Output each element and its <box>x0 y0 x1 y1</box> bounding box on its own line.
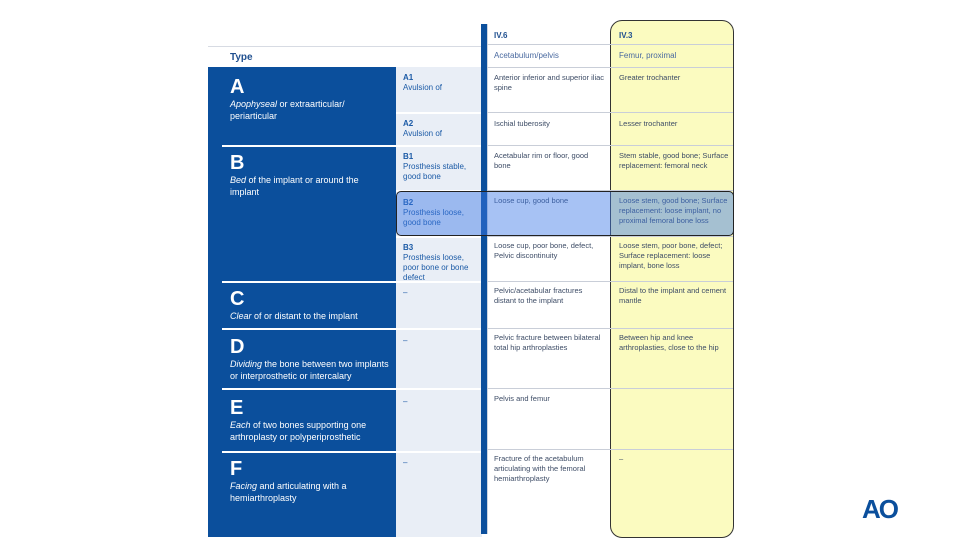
subtype-text: Prosthesis loose, good bone <box>403 208 464 227</box>
type-cell-d <box>230 336 390 382</box>
pelvis-cell: Ischial tuberosity <box>494 119 550 128</box>
type-desc-text: of two bones supporting one arthroplasty or polyperiprosthetic <box>230 420 367 442</box>
pelvis-cell: Pelvic fracture between bilateral total hip arthroplasties <box>494 333 601 352</box>
type-description <box>230 310 390 322</box>
row-line <box>487 281 733 282</box>
type-cell-a <box>230 76 390 122</box>
subtype-cell-a2 <box>403 119 479 139</box>
pelvis-cell: Loose cup, poor bone, defect, Pelvic discontinuity <box>494 241 594 260</box>
subtype-text: Avulsion of <box>403 83 442 92</box>
pelvis-cell: Pelvis and femur <box>494 394 550 403</box>
row-line <box>487 388 733 389</box>
row-divider <box>222 328 396 330</box>
subtype-cell-a1 <box>403 73 479 93</box>
subtype-text: Avulsion of <box>403 129 442 138</box>
femur-cell: Distal to the implant and cement mantle <box>619 286 727 305</box>
subtype-text: – <box>403 458 408 467</box>
type-letter: C <box>230 288 245 310</box>
type-description <box>230 358 390 382</box>
type-letter: A <box>230 76 245 98</box>
type-description <box>230 98 390 122</box>
femur-cell: – <box>619 454 624 463</box>
femur-cell: Loose stem, poor bone, defect; Surface replacement: loose implant, bone loss <box>619 241 723 270</box>
subtype-cell-b1 <box>403 152 479 182</box>
type-letter: B <box>230 152 245 174</box>
type-desc-text: of or distant to the implant <box>251 311 358 321</box>
row-divider <box>396 236 482 238</box>
header-line <box>487 44 733 45</box>
pelvis-cell: Anterior inferior and superior iliac spine <box>494 73 605 92</box>
type-desc-emphasis: Each <box>230 420 251 430</box>
pelvis-cell: Pelvic/acetabular fractures distant to the implant <box>494 286 583 305</box>
row-divider <box>222 388 396 390</box>
type-letter: F <box>230 458 243 480</box>
subtype-code: B1 <box>403 152 414 161</box>
type-description <box>230 480 390 504</box>
row-divider <box>396 451 482 453</box>
type-cell-e <box>230 397 390 443</box>
type-desc-text: and articulating with a hemiarthroplasty <box>230 481 347 503</box>
row-line <box>487 328 733 329</box>
row-line <box>487 145 733 146</box>
pelvis-column-label: Acetabulum/pelvis <box>494 51 559 60</box>
type-description <box>230 419 390 443</box>
pelvis-cell: Loose cup, good bone <box>494 196 569 205</box>
row-divider <box>396 328 482 330</box>
femur-cell: Loose stem, good bone; Surface replacement: loose implant, no proximal femoral bone loss <box>619 196 728 225</box>
type-desc-emphasis: Clear <box>230 311 252 321</box>
row-line <box>487 112 733 113</box>
row-divider <box>396 388 482 390</box>
type-desc-text: or extraarticular/ periarticular <box>230 99 345 121</box>
femur-cell: Greater trochanter <box>619 73 681 82</box>
subtype-cell-d <box>403 336 479 346</box>
subtype-text: Prosthesis stable, good bone <box>403 162 467 181</box>
type-desc-text: the bone between two implants or interprosthetic or intercalary <box>230 359 389 381</box>
type-cell-f <box>230 458 390 504</box>
subtype-cell-e <box>403 397 479 407</box>
femur-cell: Between hip and knee arthroplasties, close to the hip <box>619 333 719 352</box>
femur-column-label: Femur, proximal <box>619 51 677 60</box>
row-divider <box>222 451 396 453</box>
type-desc-emphasis: Facing <box>230 481 258 491</box>
femur-cell: Lesser trochanter <box>619 119 678 128</box>
type-description <box>230 174 390 198</box>
row-line <box>487 449 733 450</box>
subtype-text: – <box>403 397 408 406</box>
type-header <box>208 46 488 68</box>
subtype-cell-b3 <box>403 243 479 283</box>
type-desc-emphasis: Bed <box>230 175 247 185</box>
row-divider <box>222 281 396 283</box>
subtype-cell-c <box>403 288 479 298</box>
row-divider <box>396 112 482 114</box>
pelvis-cell: Fracture of the acetabulum articulating with the femoral hemiarthroplasty <box>494 454 586 483</box>
row-line <box>487 236 733 237</box>
pelvis-column-code: IV.6 <box>494 31 508 40</box>
subtype-cell-f <box>403 458 479 468</box>
subtype-code: A1 <box>403 73 414 82</box>
row-divider <box>222 145 396 147</box>
subtype-text: Prosthesis loose, poor bone or bone defect <box>403 253 469 282</box>
subtype-text: – <box>403 288 408 297</box>
row-divider <box>396 145 482 147</box>
type-header-label: Type <box>230 52 253 63</box>
pelvis-cell: Acetabular rim or floor, good bone <box>494 151 589 170</box>
subtype-code: A2 <box>403 119 414 128</box>
femur-cell: Stem stable, good bone; Surface replacement: femoral neck <box>619 151 729 170</box>
type-desc-emphasis: Dividing <box>230 359 263 369</box>
type-desc-text: of the implant or around the implant <box>230 175 359 197</box>
b2-row-highlight <box>396 191 734 236</box>
ao-logo: AO <box>862 494 897 524</box>
type-desc-emphasis: Apophyseal <box>230 99 278 109</box>
type-cell-b <box>230 152 390 198</box>
subtype-code: B2 <box>403 198 414 207</box>
type-letter: E <box>230 397 244 419</box>
femur-column-code: IV.3 <box>619 31 633 40</box>
header-line <box>487 67 733 68</box>
type-cell-c <box>230 288 390 322</box>
subtype-text: – <box>403 336 408 345</box>
subtype-code: B3 <box>403 243 414 252</box>
type-letter: D <box>230 336 245 358</box>
